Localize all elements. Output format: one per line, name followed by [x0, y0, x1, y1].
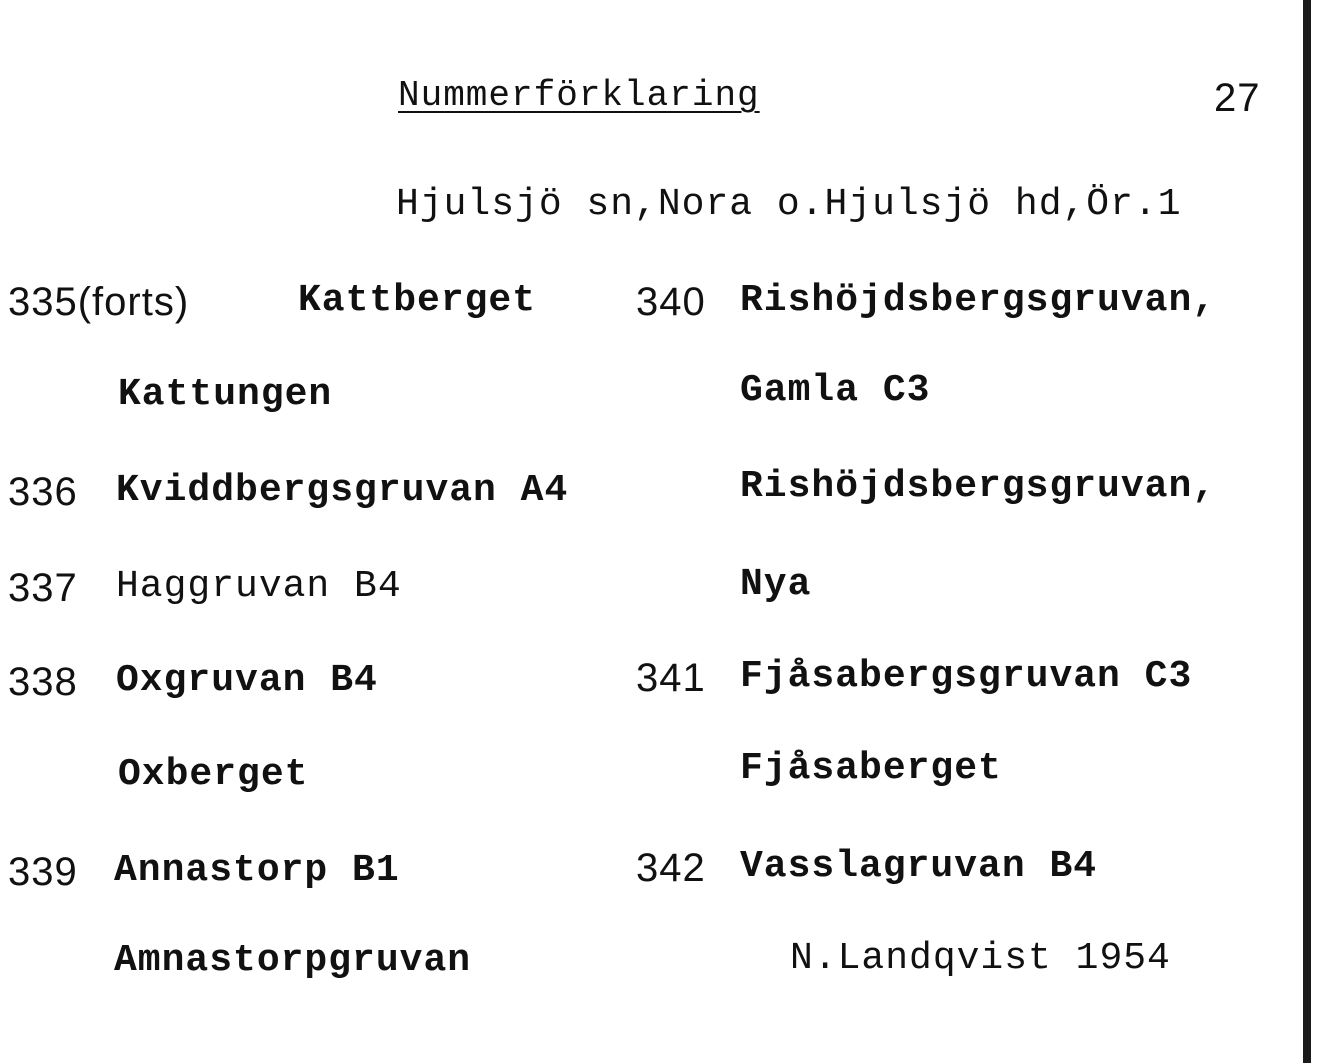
entry-name: Kattungen — [118, 373, 333, 416]
entry-name: Amnastorpgruvan — [114, 939, 472, 982]
entry-number: 342 — [636, 846, 706, 890]
entry-name: Vasslagruvan B4 — [740, 845, 1098, 888]
entry-number: 335(forts) — [8, 280, 190, 324]
entry-name: Nya — [740, 563, 812, 606]
entry-name: Fjåsabergsgruvan C3 — [740, 655, 1193, 698]
page-title: Nummerförklaring — [398, 75, 760, 116]
parish-subtitle: Hjulsjö sn,Nora o.Hjulsjö hd,Ör.1 — [396, 183, 1182, 226]
entry-name: Oxberget — [118, 753, 309, 796]
entry-number: 340 — [636, 280, 706, 324]
entry-name: Haggruvan B4 — [116, 565, 402, 608]
entry-name: Oxgruvan B4 — [116, 659, 378, 702]
card-edge-shadow — [1303, 0, 1311, 1063]
entry-number: 341 — [636, 656, 706, 700]
entry-name: Fjåsaberget — [740, 747, 1002, 790]
entry-name: Kviddbergsgruvan A4 — [116, 469, 569, 512]
page-number: 27 — [1214, 76, 1261, 120]
entry-name: Rishöjdsbergsgruvan, — [740, 279, 1217, 322]
entry-number: 339 — [8, 850, 78, 894]
entry-name: Gamla C3 — [740, 369, 931, 412]
entry-name: Kattberget — [298, 279, 537, 322]
entry-name: Annastorp B1 — [114, 849, 400, 892]
entry-name: Rishöjdsbergsgruvan, — [740, 465, 1217, 508]
entry-number: 337 — [8, 566, 78, 610]
entry-number: 336 — [8, 470, 78, 514]
signature: N.Landqvist 1954 — [790, 937, 1171, 980]
entry-number: 338 — [8, 660, 78, 704]
